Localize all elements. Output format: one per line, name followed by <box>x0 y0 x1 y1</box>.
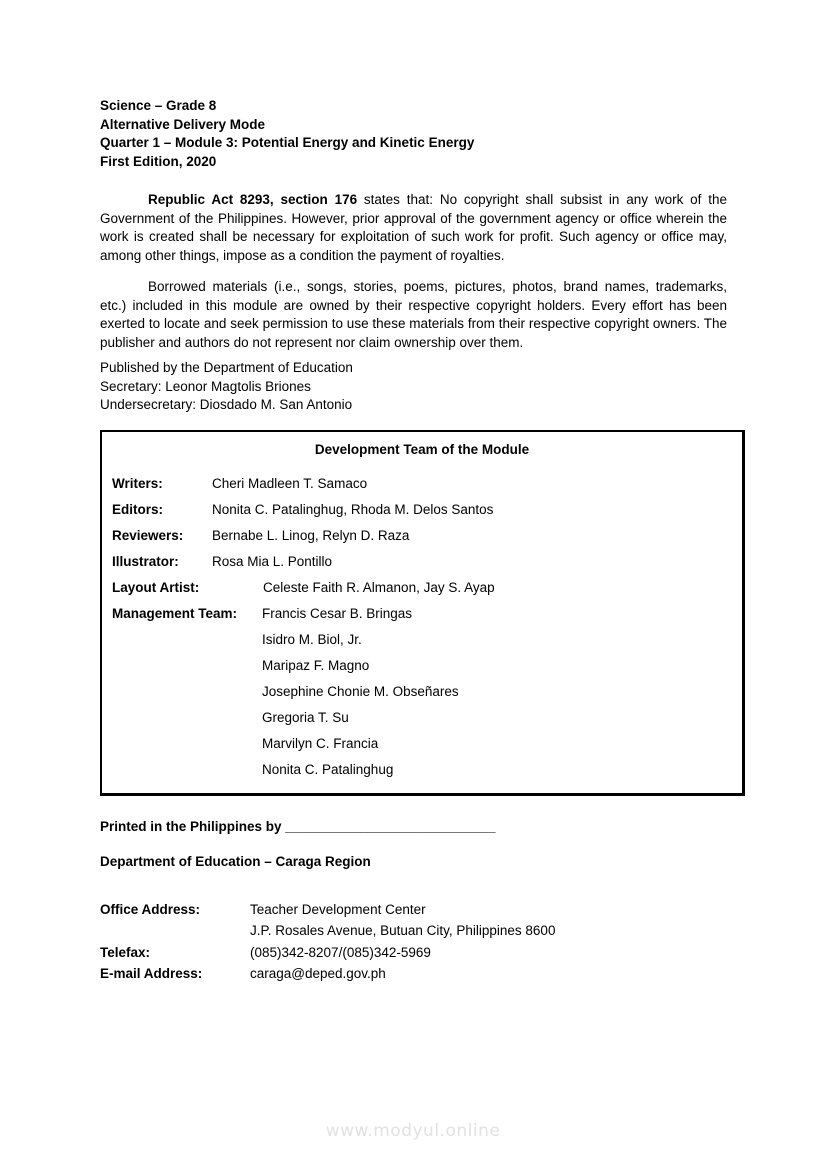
printed-label: Printed in the Philippines by <box>100 818 282 834</box>
telefax-row <box>100 942 727 964</box>
management-member-row <box>112 735 732 754</box>
site-watermark: www.modyul.online <box>325 1121 501 1141</box>
printed-in-philippines-line <box>100 818 727 837</box>
office-address-row <box>100 899 727 921</box>
management-member-row <box>112 761 732 780</box>
layout-artist-row <box>112 579 732 598</box>
email-row <box>100 963 727 985</box>
writers-value: Cheri Madleen T. Samaco <box>212 475 368 491</box>
published-by-line: Published by the Department of Education <box>100 360 353 375</box>
management-member: Marvilyn C. Francia <box>262 735 379 751</box>
email-label: E-mail Address: <box>100 966 203 981</box>
reviewers-value: Bernabe L. Linog, Relyn D. Raza <box>212 527 410 543</box>
writers-row <box>112 475 732 494</box>
layout-artist-value: Celeste Faith R. Almanon, Jay S. Ayap <box>263 579 495 595</box>
management-member: Maripaz F. Magno <box>262 657 370 673</box>
printed-blank-line: ____________________________ <box>285 818 496 834</box>
illustrator-value: Rosa Mia L. Pontillo <box>212 553 333 569</box>
management-member-row <box>112 709 732 728</box>
management-member: Francis Cesar B. Bringas <box>262 605 413 621</box>
management-member: Josephine Chonie M. Obseñares <box>262 683 459 699</box>
management-member: Nonita C. Patalinghug <box>262 761 394 777</box>
editors-value: Nonita C. Patalinghug, Rhoda M. Delos Santos <box>212 501 494 517</box>
office-address-line2: J.P. Rosales Avenue, Butuan City, Philippines 8600 <box>250 923 556 938</box>
module-header <box>100 97 727 171</box>
layout-artist-label: Layout Artist: <box>112 579 200 595</box>
telefax-label: Telefax: <box>100 944 151 960</box>
management-member-row <box>112 631 732 650</box>
management-member-row <box>112 657 732 676</box>
deped-region-line: Department of Education – Caraga Region <box>100 854 371 869</box>
undersecretary-line: Undersecretary: Diosdado M. San Antonio <box>100 397 353 412</box>
reviewers-row <box>112 527 732 546</box>
contact-block <box>100 899 727 985</box>
publisher-block <box>100 359 727 415</box>
management-member: Gregoria T. Su <box>262 709 349 725</box>
module-edition: First Edition, 2020 <box>100 153 217 169</box>
editors-label: Editors: <box>112 501 164 517</box>
module-quarter-title: Quarter 1 – Module 3: Potential Energy and Kinetic Energy <box>100 135 475 150</box>
copyright-paragraph-2: Borrowed materials (i.e., songs, stories, poems, pictures, photos, brand names, trademarks, etc.) included in this module are owned by their respective copyright holders. Every effort has been exerted to locate and seek permission to use these materials from their respective copyright owners. The publisher and authors do not represent nor claim ownership over them. <box>100 279 727 350</box>
management-member-row <box>112 683 732 702</box>
management-team-label: Management Team: <box>112 605 238 621</box>
illustrator-row <box>112 553 732 572</box>
writers-label: Writers: <box>112 475 163 491</box>
secretary-line: Secretary: Leonor Magtolis Briones <box>100 378 311 394</box>
telefax-value: (085)342-8207/(085)342-5969 <box>250 944 431 960</box>
republic-act-bold: Republic Act 8293, section 176 <box>148 192 358 207</box>
office-address-row2 <box>100 920 727 942</box>
copyright-paragraph-1 <box>100 191 727 265</box>
management-team-row <box>112 605 732 624</box>
module-subject-grade: Science – Grade 8 <box>100 98 217 113</box>
email-value: caraga@deped.gov.ph <box>250 966 386 981</box>
management-member: Isidro M. Biol, Jr. <box>262 631 362 647</box>
development-team-box <box>100 430 745 796</box>
module-delivery-mode: Alternative Delivery Mode <box>100 116 266 132</box>
office-address-line1: Teacher Development Center <box>250 901 426 917</box>
development-team-title: Development Team of the Module <box>314 441 530 457</box>
reviewers-label: Reviewers: <box>112 527 184 543</box>
illustrator-label: Illustrator: <box>112 553 179 569</box>
copyright-paragraph-1-text: states that: No copyright shall subsist in any work of the Government of the Philippines. However, prior approval of the government agency or office wherein the work is created shall be necessary for exploitation of such work for profit. Such agency or office may, among other things, impose as a condition the payment of royalties. <box>100 192 727 263</box>
editors-row <box>112 501 732 520</box>
page-content <box>100 97 727 985</box>
office-address-label: Office Address: <box>100 901 201 917</box>
